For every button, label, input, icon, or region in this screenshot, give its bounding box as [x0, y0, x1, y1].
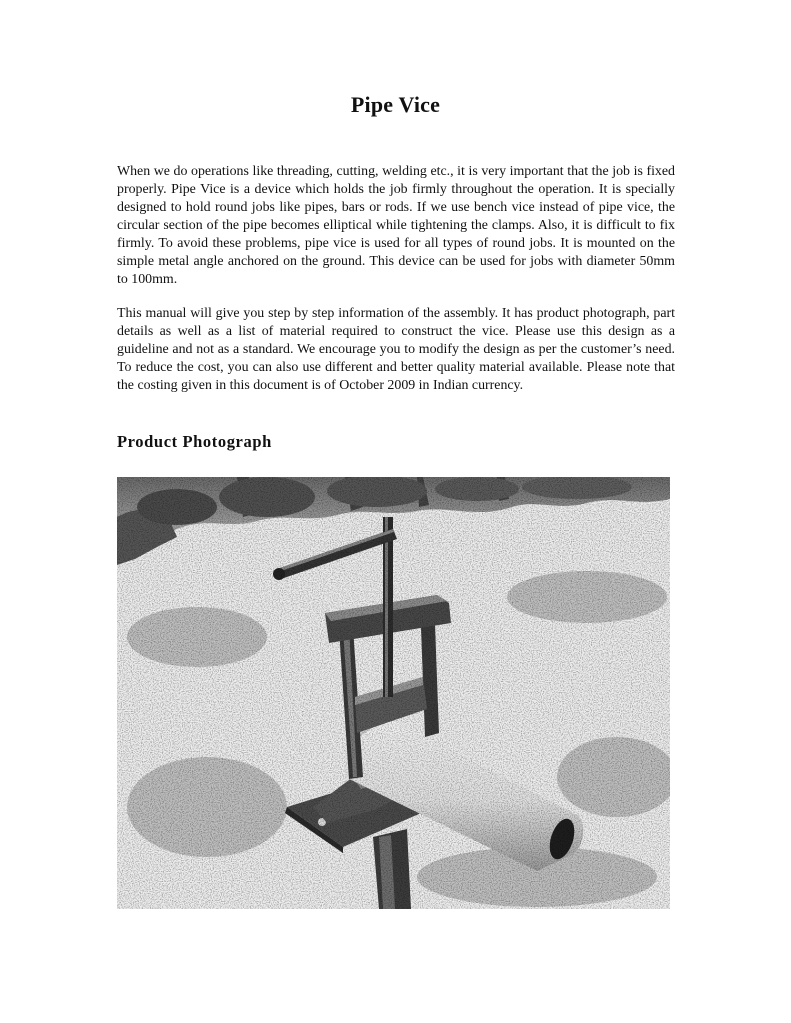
halftone-texture [117, 477, 670, 909]
intro-paragraph: When we do operations like threading, cutting, welding etc., it is very important that the job is fixed properly. Pipe Vice is a device which holds the job firmly throughout the operation. It is specially designed to hold round jobs like pipes, bars or rods. If we use bench vice instead of pipe vice, the circular section of the pipe becomes elliptical while tightening the clamps. Also, it is difficult to fix firmly. To avoid these problems, pipe vice is used for all types of round jobs. It is mounted on the simple metal angle anchored on the ground. This device can be used for jobs with diameter 50mm to 100mm. [117, 164, 675, 287]
product-photograph [117, 477, 670, 909]
section-heading: Product Photograph [117, 432, 272, 451]
manual-description-paragraph: This manual will give you step by step information of the assembly. It has product photograph, part details as well as a list of material required to construct the vice. Please use this design as a guideline and not as a standard. We encourage you to modify the design as per the customer’s need. To reduce the cost, you can also use different and better quality material available. Please note that the costing given in this document is of October 2009 in Indian currency. [117, 306, 675, 393]
page-title: Pipe Vice [350, 92, 441, 117]
